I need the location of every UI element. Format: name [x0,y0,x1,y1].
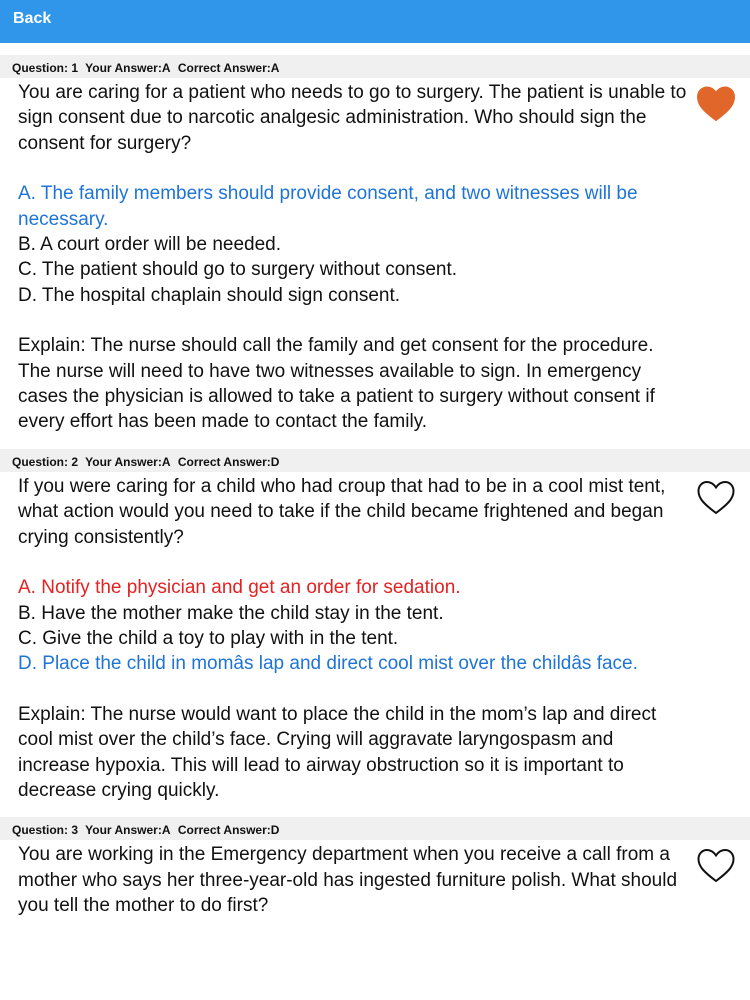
navigation-bar [0,0,750,43]
explanation-text: Explain: The nurse would want to place the child in the mom’s lap and direct cool mist over the child’s face. Crying will aggravate laryngospasm and increase hypoxia. This will lead to airway obstruction so it is important to decrease crying quickly. [18,703,657,801]
option-a: A. The family members should provide consent, and two witnesses will be necessary. [18,183,638,230]
question-text: You are working in the Emergency department when you receive a call from a mother who says her three-year-old has ingested furniture polish. What should you tell the mother to do first? [18,844,678,917]
question-body [0,842,750,918]
correct-answer: Correct Answer:D [177,823,280,838]
correct-answer: Correct Answer:D [177,454,280,469]
option-b: B. A court order will be needed. [18,234,281,256]
your-answer: Your Answer:A [85,823,171,838]
your-answer: Your Answer:A [85,454,171,469]
heart-outline-icon[interactable] [696,480,736,516]
correct-answer: Correct Answer:A [177,61,280,75]
question-body [0,474,750,803]
heart-filled-icon[interactable] [696,86,736,122]
question-card [0,817,750,918]
option-a: A. Notify the physician and get an order for sedation. [18,577,461,599]
option-d: D. The hospital chaplain should sign consent. [18,284,401,306]
your-answer: Your Answer:A [85,61,171,75]
question-card [0,449,750,803]
question-list[interactable] [0,55,750,975]
question-number: Question: 2 [12,454,79,469]
explanation-text: Explain: The nurse should call the family and get consent for the procedure. The nurse will need to have two witnesses available to sign. In emergency cases the physician is allowed to take a patient to surgery without consent if every effort has been made to contact the family. [18,335,655,433]
question-number: Question: 3 [12,823,79,838]
question-text: You are caring for a patient who needs to go to surgery. The patient is unable to sign consent due to narcotic analgesic administration. Who should sign the consent for surgery? [18,82,687,154]
question-text: If you were caring for a child who had croup that had to be in a cool mist tent, what action would you need to take if the child became frightened and began crying consistently? [18,475,666,548]
back-button[interactable]: Back [13,10,52,27]
question-number: Question: 1 [12,61,79,75]
question-card [0,55,750,435]
option-c: C. Give the child a toy to play with in the tent. [18,627,399,649]
question-header [0,55,750,78]
option-b: B. Have the mother make the child stay in the tent. [18,602,444,624]
heart-outline-icon[interactable] [696,848,736,884]
question-header [0,817,750,840]
question-body [0,80,750,435]
question-header [0,449,750,472]
option-c: C. The patient should go to surgery without consent. [18,259,458,281]
option-d: D. Place the child in momâs lap and direct cool mist over the childâs face. [18,653,638,675]
